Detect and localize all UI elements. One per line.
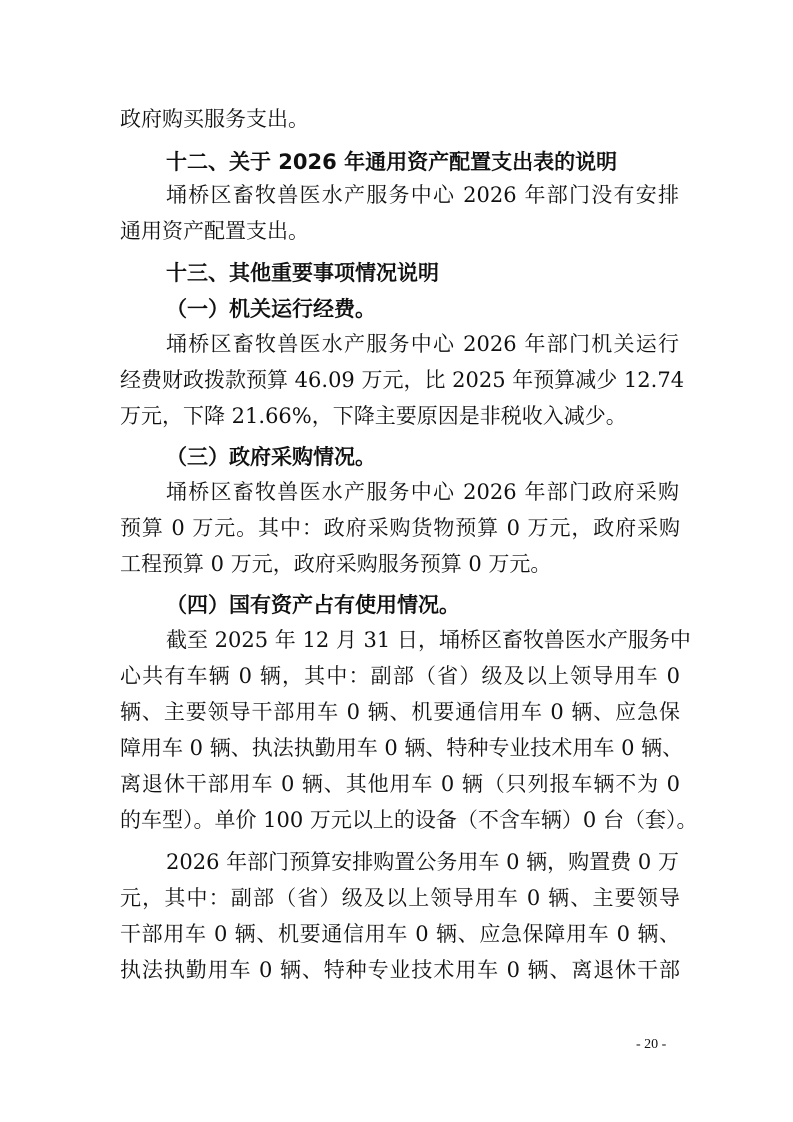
paragraph-line: 埇桥区畜牧兽医水产服务中心 2026 年部门没有安排 <box>166 183 679 207</box>
paragraph-line: 政府购买服务支出。 <box>120 107 309 131</box>
paragraph-line: 心共有车辆 0 辆，其中：副部（省）级及以上领导用车 0 <box>120 664 680 688</box>
subsection-heading-3: （三）政府采购情况。 <box>166 445 376 469</box>
paragraph-line: 2026 年部门预算安排购置公务用车 0 辆，购置费 0 万 <box>166 850 679 874</box>
subsection-heading-4: （四）国有资产占有使用情况。 <box>166 593 460 617</box>
paragraph-line: 截至 2025 年 12 月 31 日，埇桥区畜牧兽医水产服务中 <box>166 628 691 652</box>
paragraph-line: 经费财政拨款预算 46.09 万元，比 2025 年预算减少 12.74 <box>120 368 685 392</box>
paragraph-line: 的车型）。单价 100 万元以上的设备（不含车辆）0 台（套）。 <box>120 808 698 832</box>
paragraph-line: 通用资产配置支出。 <box>120 219 309 243</box>
paragraph-line: 辆、主要领导干部用车 0 辆、机要通信用车 0 辆、应急保 <box>120 700 680 724</box>
paragraph-line: 万元，下降 21.66%，下降主要原因是非税收入减少。 <box>120 404 627 428</box>
paragraph-line: 预算 0 万元。其中：政府采购货物预算 0 万元，政府采购 <box>120 516 680 540</box>
paragraph-line: 执法执勤用车 0 辆、特种专业技术用车 0 辆、离退休干部 <box>120 958 680 982</box>
paragraph-line: 元，其中：副部（省）级及以上领导用车 0 辆、主要领导 <box>120 886 680 910</box>
paragraph-line: 埇桥区畜牧兽医水产服务中心 2026 年部门机关运行 <box>166 332 679 356</box>
paragraph-line: 工程预算 0 万元，政府采购服务预算 0 万元。 <box>120 552 552 576</box>
paragraph-line: 障用车 0 辆、执法执勤用车 0 辆、特种专业技术用车 0 辆、 <box>120 736 684 760</box>
paragraph-line: 埇桥区畜牧兽医水产服务中心 2026 年部门政府采购 <box>166 480 679 504</box>
section-heading-12: 十二、关于 2026 年通用资产配置支出表的说明 <box>166 150 618 174</box>
subsection-heading-1: （一）机关运行经费。 <box>166 297 376 321</box>
paragraph-line: 离退休干部用车 0 辆、其他用车 0 辆（只列报车辆不为 0 <box>120 772 680 796</box>
page-number: - 20 - <box>636 1037 667 1052</box>
section-heading-13: 十三、其他重要事项情况说明 <box>166 261 439 285</box>
paragraph-line: 干部用车 0 辆、机要通信用车 0 辆、应急保障用车 0 辆、 <box>120 922 680 946</box>
